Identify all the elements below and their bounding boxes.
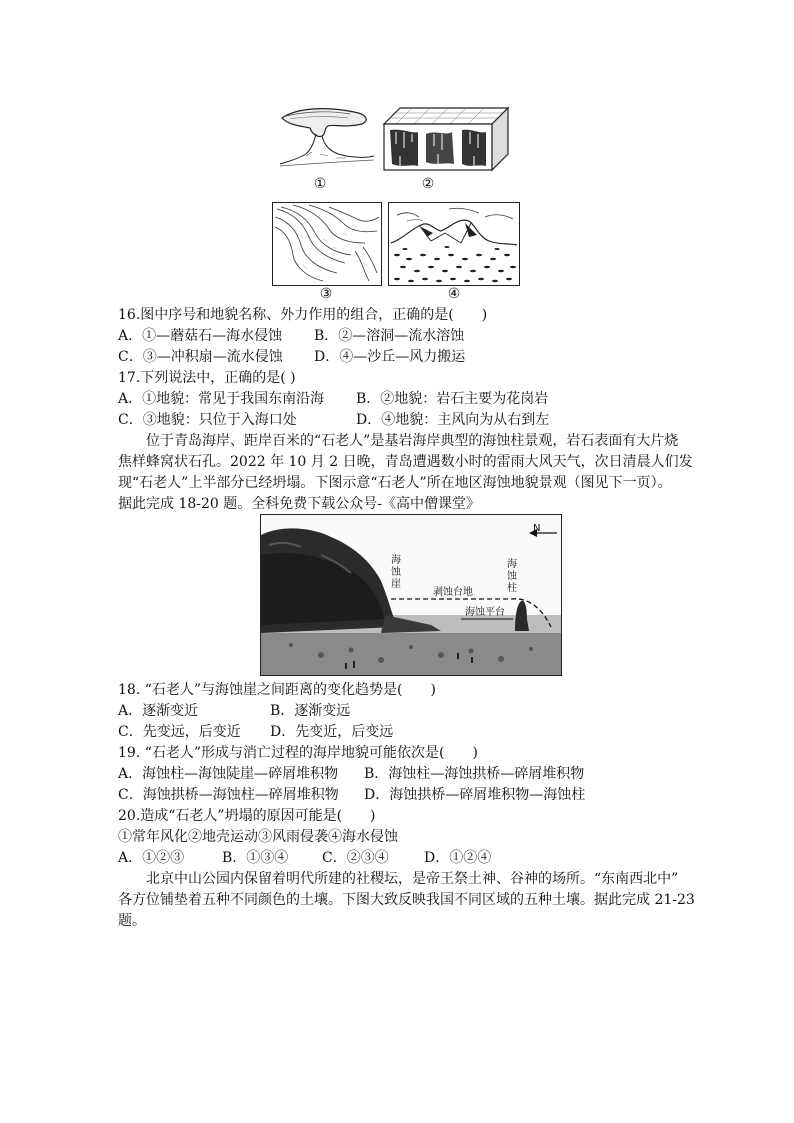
question-18-option-b[interactable]: B．逐渐变远 [270,703,351,719]
question-16-stem: 16.图中序号和地貌名称、外力作用的组合，正确的是( ) [118,307,488,323]
question-17-stem: 17.下列说法中，正确的是( ) [118,370,296,386]
passage-1-line-1: 位于青岛海岸、距岸百米的“石老人”是基岩海岸典型的海蚀柱景观，岩石表面有大片烧 [146,433,679,449]
question-20-option-d[interactable]: D．①②④ [424,850,492,866]
question-19-option-a[interactable]: A．海蚀柱—海蚀陡崖—碎屑堆积物 [118,766,339,782]
question-19-option-d[interactable]: D．海蚀拱桥—碎屑堆积物—海蚀柱 [364,787,586,803]
coastal-landform-photo [260,514,562,676]
question-16-option-d[interactable]: D．④—沙丘—风力搬运 [314,349,466,365]
question-16-option-c[interactable]: C．③—冲积扇—流水侵蚀 [118,349,283,365]
figure-2-karst-block [382,104,510,174]
question-19-stem: 19. “石老人”形成与消亡过程的海岸地貌可能依次是( ) [118,745,478,761]
question-18-option-a[interactable]: A．逐渐变近 [118,703,199,719]
question-20-items: ①常年风化②地壳运动③风雨侵袭④海水侵蚀 [118,829,398,845]
question-18-option-c[interactable]: C．先变远，后变近 [118,724,241,740]
label-wave-cut-platform: 海蚀平台 [465,607,505,618]
figure-3-alluvial-map [272,202,382,286]
label-erosion-terrace: 剥蚀台地 [433,587,473,598]
question-18-stem: 18. “石老人”与海蚀崖之间距离的变化趋势是( ) [118,682,436,698]
question-18-option-d[interactable]: D．先变近，后变远 [270,724,394,740]
question-17-option-a[interactable]: A．①地貌：常见于我国东南沿海 [118,391,325,407]
passage-2-line-3: 题。 [118,913,146,929]
question-20-option-b[interactable]: B．①③④ [222,850,289,866]
question-17-option-d[interactable]: D．④地貌：主风向为从右到左 [356,412,550,428]
passage-2-line-1: 北京中山公园内保留着明代所建的社稷坛，是帝王祭土神、谷神的场所。“东南西北中” [146,871,679,887]
figure-4-sand-dune [388,202,520,286]
question-17-option-b[interactable]: B．②地貌：岩石主要为花岗岩 [356,391,549,407]
question-17-option-c[interactable]: C．③地貌：只位于入海口处 [118,412,297,428]
question-16-option-b[interactable]: B．②—溶洞—流水溶蚀 [314,328,465,344]
figure-3-caption: ③ [319,286,333,302]
question-20-option-c[interactable]: C．②③④ [322,850,389,866]
passage-1-line-4: 据此完成 18-20 题。全科免费下载公众号-《高中僧课堂》 [118,496,480,512]
question-19-option-c[interactable]: C．海蚀拱桥—海蚀柱—碎屑堆积物 [118,787,339,803]
figure-1-caption: ① [313,176,327,192]
passage-1-line-3: 现“石老人”上半部分已经坍塌。下图示意“石老人”所在地区海蚀地貌景观（图见下一页）。 [118,475,672,491]
passage-1-line-2: 焦样蜂窝状石孔。2022 年 10 月 2 日晚，青岛遭遇数小时的雷雨大风天气，次日清晨人们发 [118,454,693,470]
label-sea-stack: 海蚀柱 [507,559,517,594]
label-sea-cliff: 海蚀崖 [391,555,401,590]
question-20-stem: 20.造成“石老人”坍塌的原因可能是( ) [118,808,376,824]
figure-2-caption: ② [421,176,435,192]
passage-2-line-2: 各方位铺垫着五种不同颜色的土壤。下图大致反映我国不同区域的五种土壤。据此完成 21-23 [118,892,695,908]
question-16-option-a[interactable]: A．①—蘑菇石—海水侵蚀 [118,328,283,344]
question-19-option-b[interactable]: B．海蚀柱—海蚀拱桥—碎屑堆积物 [364,766,585,782]
question-20-option-a[interactable]: A．①②③ [118,850,185,866]
north-arrow-label: N [533,523,541,534]
figure-1-mushroom-rock [276,104,376,172]
figure-4-caption: ④ [447,286,461,302]
